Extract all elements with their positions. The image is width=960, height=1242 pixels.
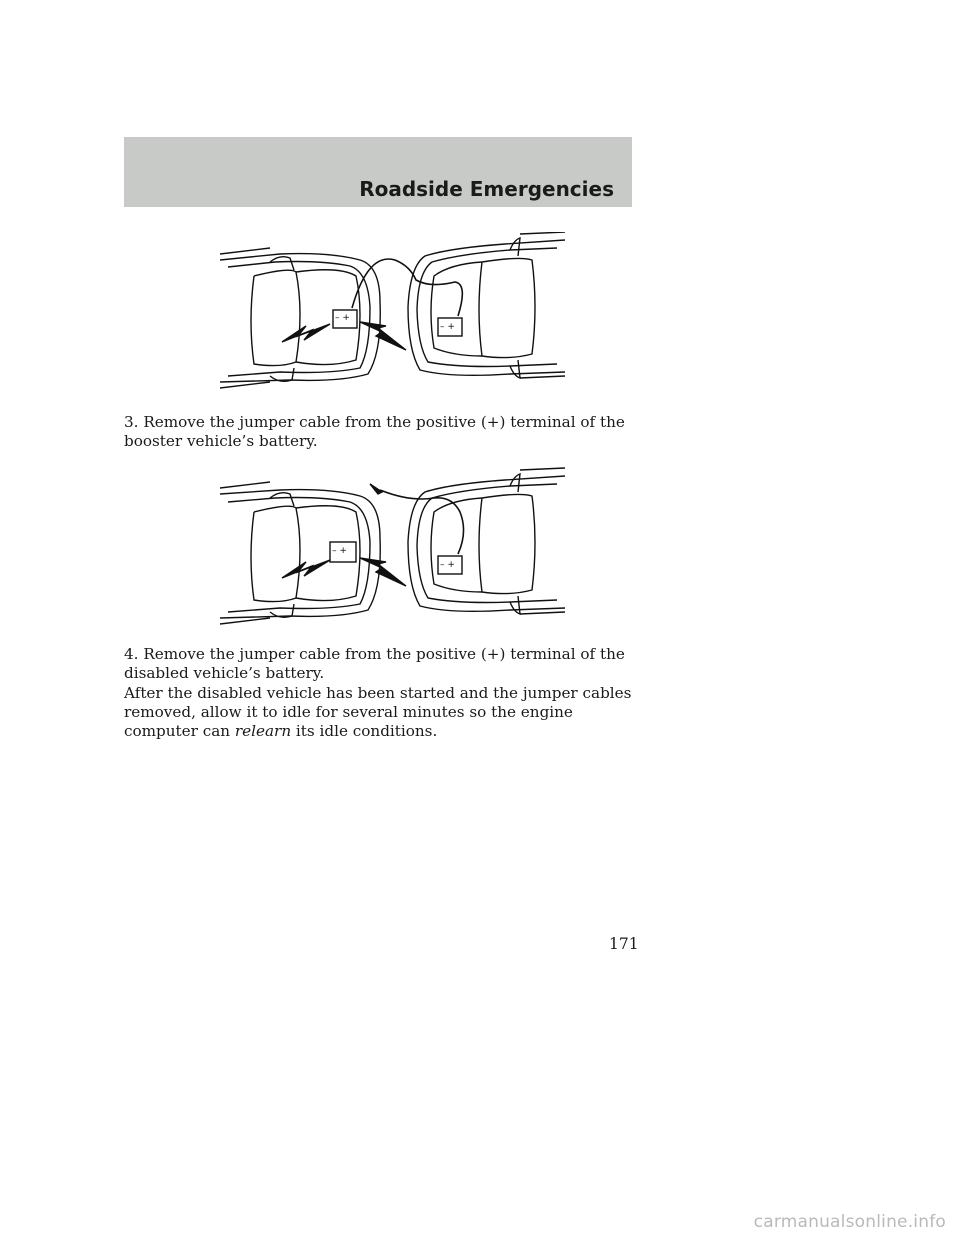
booster-car-illustration (408, 468, 565, 614)
svg-text:– +: – + (335, 313, 350, 323)
disabled-battery (330, 542, 356, 562)
jumper-cable (352, 259, 462, 316)
spark-left-icon (282, 560, 330, 578)
section-header-band (124, 137, 632, 207)
section-title: Roadside Emergencies (359, 177, 614, 201)
page-number: 171 (609, 935, 639, 953)
closing-text-after: its idle conditions. (291, 722, 438, 740)
svg-text:– +: – + (440, 322, 455, 332)
relearn-emphasis: relearn (234, 722, 292, 740)
jumper-cable (380, 490, 464, 554)
closing-text-before: After the disabled vehicle has been started and the jumper cables removed, allow it to idle for several minutes so the engine computer can (124, 684, 632, 740)
jumper-diagram-booster-connected (220, 232, 565, 392)
closing-paragraph (124, 684, 644, 741)
booster-battery (438, 556, 462, 574)
step-3-text: 3. Remove the jumper cable from the positive (+) terminal of the booster vehicle’s battery. (124, 413, 625, 450)
disabled-battery (333, 310, 357, 328)
spark-left-icon (282, 324, 330, 342)
step-4-text: 4. Remove the jumper cable from the positive (+) terminal of the disabled vehicle’s battery. (124, 645, 625, 682)
jumper-diagram-booster-removed (220, 462, 565, 630)
cable-clamp-icon (370, 484, 382, 494)
watermark: carmanualsonline.info (753, 1212, 946, 1232)
booster-battery (438, 318, 462, 336)
booster-car-illustration (408, 232, 565, 378)
svg-text:– +: – + (332, 546, 347, 556)
svg-text:– +: – + (440, 560, 455, 570)
